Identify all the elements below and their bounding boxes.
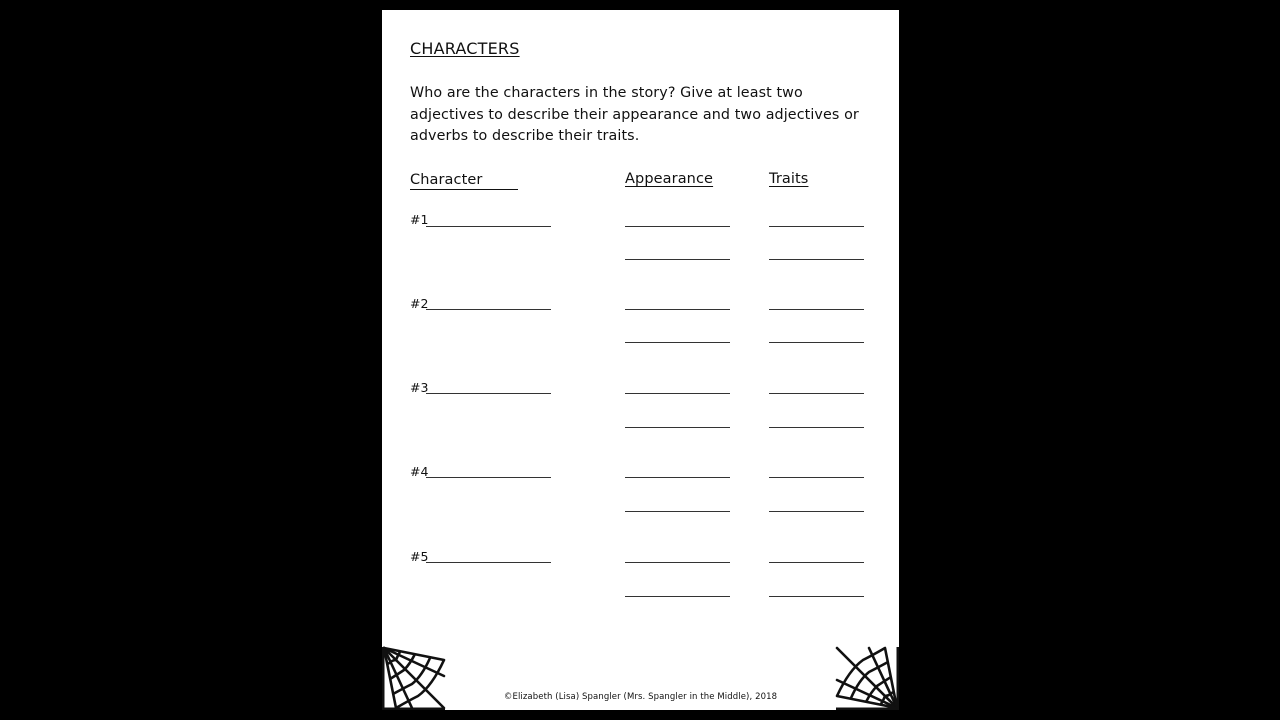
row-label-3: #3: [410, 380, 429, 395]
row-label-4: #4: [410, 464, 429, 479]
appearance-blank-3b[interactable]: [625, 427, 730, 428]
traits-blank-2a[interactable]: [769, 309, 864, 310]
traits-blank-3b[interactable]: [769, 427, 864, 428]
worksheet-page: [382, 10, 899, 710]
traits-blank-1a[interactable]: [769, 226, 864, 227]
appearance-blank-4a[interactable]: [625, 477, 730, 478]
appearance-blank-5a[interactable]: [625, 562, 730, 563]
page-title: CHARACTERS: [410, 39, 520, 58]
column-header-appearance: Appearance: [625, 171, 714, 187]
traits-blank-1b[interactable]: [769, 259, 864, 260]
appearance-blank-4b[interactable]: [625, 511, 730, 512]
traits-blank-4b[interactable]: [769, 511, 864, 512]
character-name-blank-4[interactable]: [426, 477, 551, 478]
column-header-character: [410, 171, 518, 190]
copyright-footer: ©Elizabeth (Lisa) Spangler (Mrs. Spangler in the Middle), 2018: [503, 692, 778, 702]
character-name-blank-3[interactable]: [426, 393, 551, 394]
traits-blank-4a[interactable]: [769, 477, 864, 478]
character-name-blank-5[interactable]: [426, 562, 551, 563]
column-header-character-label: Character: [410, 171, 518, 190]
traits-blank-3a[interactable]: [769, 393, 864, 394]
traits-blank-5b[interactable]: [769, 596, 864, 597]
appearance-blank-3a[interactable]: [625, 393, 730, 394]
traits-blank-2b[interactable]: [769, 342, 864, 343]
instructions-text: Who are the characters in the story? Give at least two adjectives to describe their appearance and two adjectives or adverbs to describe their traits.: [410, 85, 859, 144]
appearance-blank-1b[interactable]: [625, 259, 730, 260]
character-name-blank-2[interactable]: [426, 309, 551, 310]
appearance-blank-5b[interactable]: [625, 596, 730, 597]
row-label-5: #5: [410, 549, 429, 564]
appearance-blank-2a[interactable]: [625, 309, 730, 310]
character-name-blank-1[interactable]: [426, 226, 551, 227]
column-header-traits: Traits: [769, 171, 809, 187]
appearance-blank-2b[interactable]: [625, 342, 730, 343]
row-label-2: #2: [410, 296, 429, 311]
appearance-blank-1a[interactable]: [625, 226, 730, 227]
row-label-1: #1: [410, 212, 429, 227]
traits-blank-5a[interactable]: [769, 562, 864, 563]
